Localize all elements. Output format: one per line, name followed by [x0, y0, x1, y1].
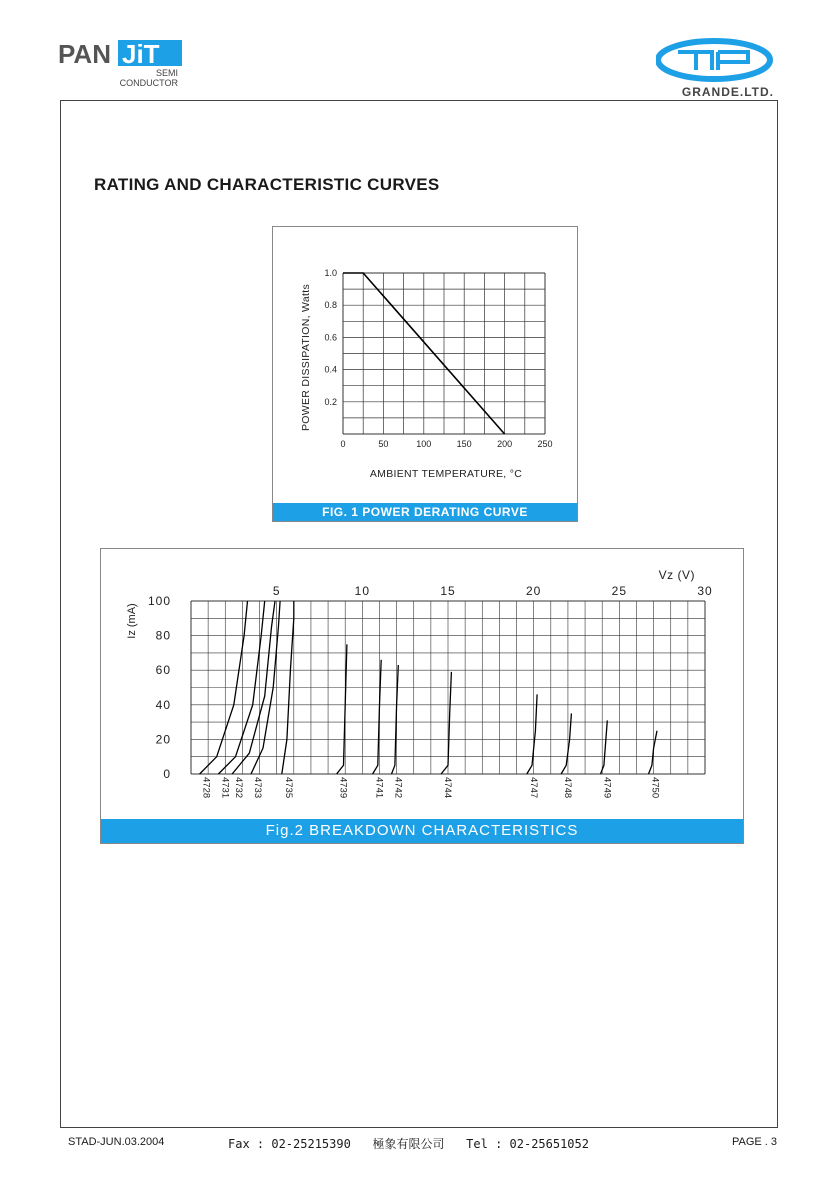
series-label-4733: 4733 — [251, 777, 263, 799]
x-tick-label: 5 — [272, 584, 281, 598]
series-label-4728: 4728 — [200, 777, 212, 799]
page-title: RATING AND CHARACTERISTIC CURVES — [94, 175, 440, 194]
series-label-4731: 4731 — [219, 777, 231, 799]
brand-jit: JiT — [122, 39, 160, 69]
y-tick-label: 20 — [155, 732, 171, 747]
y-tick-label: 100 — [147, 594, 171, 608]
fig1-chart — [273, 227, 579, 523]
series-label-4744: 4744 — [442, 777, 454, 799]
footer-contact: Fax : 02-25215390 極象有限公司 Tel : 02-25651052 — [228, 1137, 589, 1151]
x-tick-label: 20 — [525, 584, 542, 598]
x-tick-label: 15 — [440, 584, 456, 598]
grande-logo-mark — [678, 52, 748, 70]
panjit-logo — [58, 38, 188, 90]
y-tick-label: 60 — [155, 663, 171, 678]
x-tick-label: 100 — [416, 439, 432, 449]
fig2-panel — [100, 548, 744, 844]
fig2-caption: Fig.2 BREAKDOWN CHARACTERISTICS — [101, 819, 743, 843]
breakdown-curve-4742 — [392, 665, 399, 774]
x-tick-label: 250 — [537, 439, 553, 449]
x-axis-label: Vz (V) — [658, 568, 695, 582]
y-axis-label: POWER DISSIPATION, Watts — [300, 283, 312, 432]
series-label-4741: 4741 — [373, 777, 385, 799]
y-tick-label: 0.8 — [324, 300, 337, 311]
series-label-4742: 4742 — [392, 777, 404, 799]
x-tick-label: 50 — [378, 439, 389, 449]
x-tick-label: 10 — [354, 584, 371, 598]
series-label-4750: 4750 — [649, 777, 661, 799]
footer-page-number: PAGE . 3 — [732, 1136, 778, 1148]
x-tick-label: 150 — [456, 439, 472, 449]
breakdown-curve-4750 — [649, 731, 658, 774]
x-tick-label: 0 — [340, 439, 346, 449]
brand-sub-semi: SEMI — [155, 68, 178, 78]
brand-pan: PAN — [58, 39, 111, 69]
x-axis-label: AMBIENT TEMPERATURE, °C — [369, 468, 523, 480]
y-tick-label: 40 — [155, 697, 171, 712]
grande-name: GRANDE.LTD. — [681, 85, 774, 99]
series-label-4732: 4732 — [233, 777, 245, 799]
y-axis-label: Iz (mA) — [126, 603, 138, 639]
grande-logo — [656, 38, 780, 100]
x-tick-label: 30 — [697, 584, 713, 598]
y-tick-label: 0.6 — [324, 332, 337, 343]
y-tick-label: 0 — [163, 767, 171, 781]
series-label-4735: 4735 — [282, 777, 294, 799]
fig2-chart — [101, 549, 745, 845]
fig1-panel — [272, 226, 578, 522]
y-tick-label: 0.4 — [324, 364, 337, 375]
fig1-caption: FIG. 1 POWER DERATING CURVE — [273, 503, 577, 521]
y-tick-label: 80 — [155, 628, 171, 643]
x-tick-label: 25 — [611, 584, 628, 598]
y-tick-label: 1.0 — [324, 268, 337, 278]
breakdown-curve-4747 — [527, 694, 537, 774]
series-label-4739: 4739 — [337, 777, 349, 799]
breakdown-curve-4749 — [601, 720, 608, 774]
footer-doc-id: STAD-JUN.03.2004 — [68, 1136, 165, 1148]
series-label-4749: 4749 — [601, 777, 613, 799]
y-tick-label: 0.2 — [324, 396, 337, 407]
series-label-4748: 4748 — [562, 777, 574, 799]
x-tick-label: 200 — [497, 439, 513, 449]
breakdown-curve-4748 — [561, 713, 571, 774]
brand-sub-conductor: CONDUCTOR — [119, 78, 178, 88]
series-label-4747: 4747 — [527, 777, 539, 799]
